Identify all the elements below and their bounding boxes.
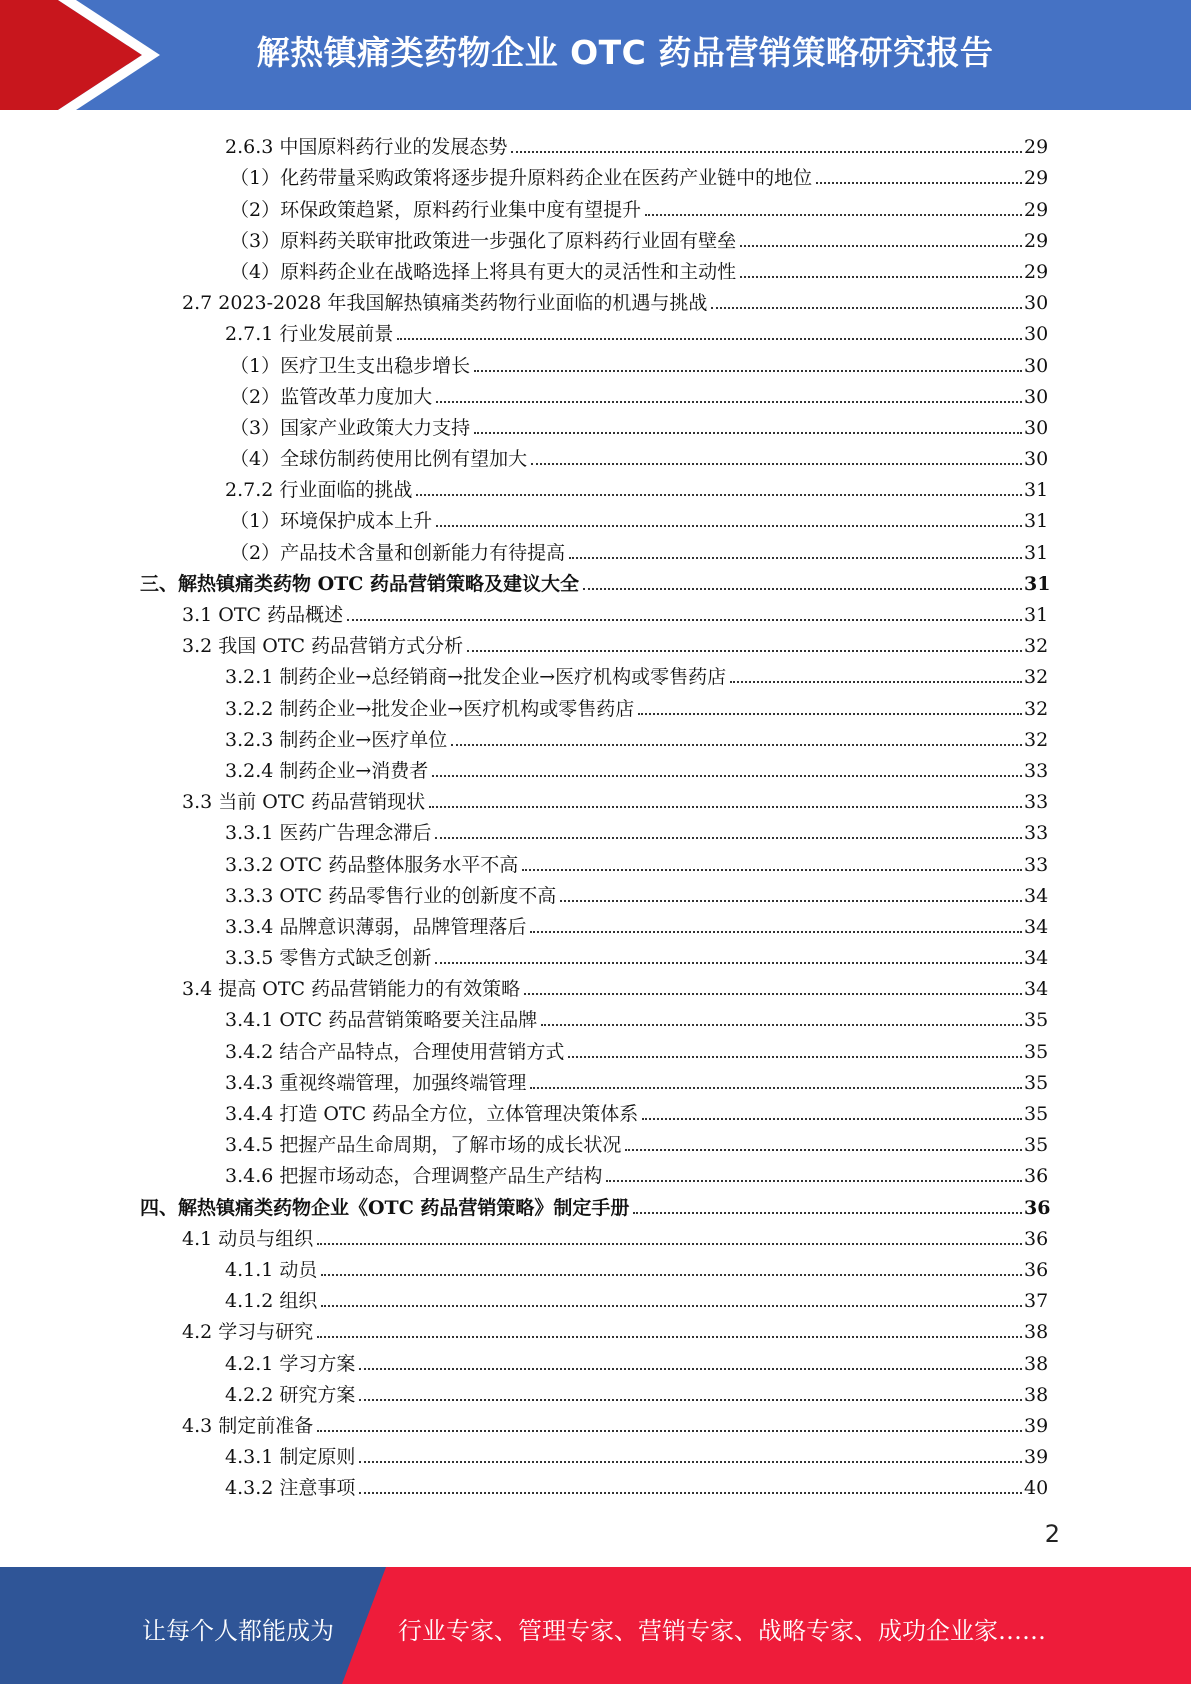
- toc-dot-leader: [560, 900, 1022, 902]
- toc-entry-title: （4）全球仿制药使用比例有望加大: [230, 448, 528, 471]
- toc-entry-page: 38: [1024, 1352, 1049, 1375]
- toc-dot-leader: [583, 588, 1022, 590]
- toc-dot-leader: [530, 1087, 1022, 1089]
- toc-entry-title: 3.2.1 制药企业→总经销商→批发企业→医疗机构或零售药店: [225, 666, 727, 689]
- table-of-contents: [0, 128, 1191, 1500]
- toc-dot-leader: [645, 214, 1022, 216]
- toc-entry[interactable]: [182, 783, 1191, 814]
- toc-entry[interactable]: [230, 378, 1191, 409]
- toc-entry[interactable]: [230, 440, 1191, 471]
- toc-entry[interactable]: [225, 1157, 1191, 1188]
- toc-dot-leader: [638, 713, 1022, 715]
- toc-dot-leader: [541, 1024, 1022, 1026]
- toc-entry-page: 33: [1024, 853, 1049, 876]
- toc-entry-page: 32: [1024, 728, 1049, 751]
- toc-entry-page: 36: [1024, 1196, 1051, 1219]
- toc-dot-leader: [522, 869, 1022, 871]
- toc-entry-page: 29: [1024, 136, 1049, 159]
- toc-entry-title: （2）产品技术含量和创新能力有待提高: [230, 541, 566, 564]
- toc-entry-page: 30: [1024, 385, 1049, 408]
- toc-entry-page: 34: [1024, 978, 1049, 1001]
- toc-entry-title: 3.4.4 打造 OTC 药品全方位，立体管理决策体系: [225, 1103, 639, 1125]
- toc-entry-page: 30: [1024, 323, 1049, 346]
- toc-dot-leader: [359, 1368, 1022, 1370]
- toc-entry[interactable]: [182, 1220, 1191, 1251]
- toc-entry-page: 34: [1024, 947, 1049, 970]
- toc-entry[interactable]: [225, 908, 1191, 939]
- toc-entry-title: 3.3.3 OTC 药品零售行业的创新度不高: [225, 884, 557, 907]
- toc-dot-leader: [633, 1212, 1022, 1214]
- toc-entry-title: 3.2.4 制药企业→消费者: [225, 759, 429, 782]
- toc-dot-leader: [435, 962, 1022, 964]
- toc-entry-title: 2.6.3 中国原料药行业的发展态势: [225, 136, 508, 159]
- toc-entry[interactable]: [225, 877, 1191, 908]
- toc-entry-title: 4.2 学习与研究: [182, 1321, 314, 1344]
- toc-entry-page: 29: [1024, 260, 1049, 283]
- toc-dot-leader: [435, 837, 1022, 839]
- toc-entry-title: 3.2 我国 OTC 药品营销方式分析: [182, 635, 464, 658]
- toc-entry-page: 35: [1024, 1071, 1049, 1094]
- toc-entry-page: 31: [1024, 541, 1049, 564]
- page-number: 2: [1044, 1520, 1060, 1548]
- toc-dot-leader: [568, 1056, 1022, 1058]
- toc-entry[interactable]: [182, 1313, 1191, 1344]
- toc-entry[interactable]: [230, 253, 1191, 284]
- toc-entry[interactable]: [225, 1469, 1191, 1500]
- toc-entry-title: 3.3.2 OTC 药品整体服务水平不高: [225, 853, 519, 876]
- toc-entry[interactable]: [225, 1001, 1191, 1032]
- toc-entry-page: 35: [1024, 1009, 1049, 1032]
- toc-entry-page: 38: [1024, 1321, 1049, 1344]
- toc-dot-leader: [524, 993, 1022, 995]
- toc-entry-title: 3.4.3 重视终端管理，加强终端管理: [225, 1071, 527, 1094]
- toc-dot-leader: [397, 338, 1022, 340]
- toc-entry-title: （1）化药带量采购政策将逐步提升原料药企业在医药产业链中的地位: [230, 167, 813, 190]
- toc-entry[interactable]: [225, 1282, 1191, 1313]
- toc-entry-page: 35: [1024, 1040, 1049, 1063]
- toc-dot-leader: [317, 1430, 1022, 1432]
- toc-dot-leader: [436, 401, 1022, 403]
- toc-entry-title: 4.3.1 制定原则: [225, 1446, 356, 1469]
- toc-entry[interactable]: [225, 1438, 1191, 1469]
- toc-dot-leader: [347, 619, 1022, 621]
- report-title: 解热镇痛类药物企业 OTC 药品营销策略研究报告: [256, 33, 994, 72]
- toc-entry[interactable]: [230, 159, 1191, 190]
- toc-entry-page: 33: [1024, 822, 1049, 845]
- toc-entry-title: 3.4 提高 OTC 药品营销能力的有效策略: [182, 978, 521, 1001]
- toc-entry-title: 3.4.1 OTC 药品营销策略要关注品牌: [225, 1009, 538, 1032]
- toc-dot-leader: [606, 1180, 1022, 1182]
- toc-dot-leader: [467, 650, 1022, 652]
- toc-entry-page: 36: [1024, 1165, 1049, 1188]
- toc-entry[interactable]: [225, 315, 1191, 346]
- toc-entry[interactable]: [230, 533, 1191, 564]
- toc-entry-title: 三、解热镇痛类药物 OTC 药品营销策略及建议大全: [140, 572, 580, 595]
- toc-entry-page: 30: [1024, 416, 1049, 439]
- toc-entry[interactable]: [225, 689, 1191, 720]
- toc-entry-title: 4.2.1 学习方案: [225, 1352, 356, 1375]
- toc-entry[interactable]: [225, 1095, 1191, 1126]
- toc-dot-leader: [416, 494, 1022, 496]
- toc-entry-page: 31: [1024, 510, 1049, 533]
- toc-entry-page: 35: [1024, 1134, 1049, 1157]
- toc-entry[interactable]: [230, 409, 1191, 440]
- toc-entry[interactable]: [225, 1032, 1191, 1063]
- toc-dot-leader: [359, 1492, 1022, 1494]
- toc-entry-page: 37: [1024, 1290, 1049, 1313]
- toc-dot-leader: [625, 1149, 1022, 1151]
- toc-entry-title: 4.3.2 注意事项: [225, 1477, 356, 1500]
- toc-entry[interactable]: [182, 627, 1191, 658]
- toc-dot-leader: [321, 1274, 1022, 1276]
- toc-dot-leader: [740, 245, 1022, 247]
- toc-entry-page: 36: [1024, 1227, 1049, 1250]
- toc-dot-leader: [321, 1305, 1022, 1307]
- toc-entry-title: 四、解热镇痛类药物企业《OTC 药品营销策略》制定手册: [140, 1196, 630, 1219]
- toc-entry-title: （1）医疗卫生支出稳步增长: [230, 354, 471, 377]
- toc-entry-title: 3.2.3 制药企业→医疗单位: [225, 728, 448, 751]
- toc-entry[interactable]: [182, 284, 1191, 315]
- toc-entry[interactable]: [225, 1064, 1191, 1095]
- toc-entry-page: 29: [1024, 229, 1049, 252]
- toc-entry-title: 3.4.6 把握市场动态，合理调整产品生产结构: [225, 1165, 603, 1188]
- toc-entry-title: 3.3 当前 OTC 药品营销现状: [182, 791, 426, 814]
- toc-entry-title: 3.1 OTC 药品概述: [182, 604, 344, 626]
- toc-entry[interactable]: [225, 128, 1191, 159]
- toc-dot-leader: [359, 1399, 1022, 1401]
- toc-entry-title: 2.7 2023-2028 年我国解热镇痛类药物行业面临的机遇与挑战: [182, 292, 708, 315]
- toc-entry-title: 3.4.5 把握产品生命周期，了解市场的成长状况: [225, 1134, 622, 1157]
- toc-dot-leader: [711, 307, 1022, 309]
- toc-dot-leader: [432, 775, 1022, 777]
- toc-dot-leader: [816, 182, 1022, 184]
- toc-entry-page: 31: [1024, 604, 1049, 626]
- toc-dot-leader: [317, 1336, 1022, 1338]
- toc-entry-title: 3.3.1 医药广告理念滞后: [225, 822, 432, 845]
- toc-entry-title: 3.2.2 制药企业→批发企业→医疗机构或零售药店: [225, 697, 635, 720]
- toc-entry[interactable]: [230, 222, 1191, 253]
- toc-entry-title: （2）环保政策趋紧，原料药行业集中度有望提升: [230, 198, 642, 221]
- toc-entry[interactable]: [182, 1407, 1191, 1438]
- toc-entry-title: （4）原料药企业在战略选择上将具有更大的灵活性和主动性: [230, 260, 737, 283]
- toc-entry-page: 35: [1024, 1103, 1049, 1125]
- toc-entry-page: 39: [1024, 1414, 1049, 1437]
- footer-slogan-right: 行业专家、管理专家、营销专家、战略专家、成功企业家……: [398, 1617, 1046, 1645]
- toc-entry-page: 34: [1024, 915, 1049, 938]
- toc-entry-page: 33: [1024, 791, 1049, 814]
- toc-entry[interactable]: [225, 1126, 1191, 1157]
- toc-entry[interactable]: [225, 752, 1191, 783]
- toc-entry[interactable]: [225, 814, 1191, 845]
- toc-entry[interactable]: [225, 471, 1191, 502]
- footer-slogan-left: 让每个人都能成为: [142, 1617, 334, 1645]
- toc-entry-title: 4.1.1 动员: [225, 1258, 318, 1281]
- toc-entry[interactable]: [225, 1376, 1191, 1407]
- toc-entry-title: （3）原料药关联审批政策进一步强化了原料药行业固有壁垒: [230, 229, 737, 252]
- toc-entry-page: 29: [1024, 198, 1049, 221]
- toc-entry-title: 3.4.2 结合产品特点，合理使用营销方式: [225, 1040, 565, 1063]
- toc-entry[interactable]: [140, 565, 1191, 596]
- report-footer: [0, 1567, 1191, 1684]
- toc-entry[interactable]: [225, 1251, 1191, 1282]
- toc-entry-page: 30: [1024, 448, 1049, 471]
- toc-entry-title: （2）监管改革力度加大: [230, 385, 433, 408]
- toc-dot-leader: [359, 1461, 1022, 1463]
- toc-entry-page: 30: [1024, 354, 1049, 377]
- toc-entry[interactable]: [225, 721, 1191, 752]
- toc-entry-page: 33: [1024, 759, 1049, 782]
- toc-entry-title: 3.3.5 零售方式缺乏创新: [225, 947, 432, 970]
- toc-dot-leader: [474, 370, 1022, 372]
- toc-dot-leader: [730, 681, 1022, 683]
- toc-entry-page: 38: [1024, 1383, 1049, 1406]
- toc-entry-title: （3）国家产业政策大力支持: [230, 416, 471, 439]
- toc-entry-title: 2.7.1 行业发展前景: [225, 323, 394, 346]
- toc-entry-title: 4.1 动员与组织: [182, 1227, 314, 1250]
- toc-entry-title: 4.2.2 研究方案: [225, 1383, 356, 1406]
- toc-entry[interactable]: [230, 190, 1191, 221]
- toc-entry-page: 39: [1024, 1446, 1049, 1469]
- toc-entry[interactable]: [225, 658, 1191, 689]
- toc-dot-leader: [530, 931, 1022, 933]
- toc-dot-leader: [436, 525, 1022, 527]
- toc-entry-page: 31: [1024, 479, 1049, 502]
- toc-entry-title: （1）环境保护成本上升: [230, 510, 433, 533]
- toc-dot-leader: [474, 432, 1022, 434]
- toc-entry[interactable]: [182, 970, 1191, 1001]
- toc-dot-leader: [531, 463, 1022, 465]
- toc-entry-title: 2.7.2 行业面临的挑战: [225, 479, 413, 502]
- toc-entry-page: 31: [1024, 572, 1051, 595]
- toc-entry-page: 32: [1024, 635, 1049, 658]
- toc-entry-page: 29: [1024, 167, 1049, 190]
- toc-entry-page: 32: [1024, 666, 1049, 689]
- toc-dot-leader: [740, 276, 1022, 278]
- toc-dot-leader: [511, 151, 1022, 153]
- toc-entry-page: 32: [1024, 697, 1049, 720]
- toc-entry-page: 40: [1024, 1477, 1049, 1500]
- toc-entry[interactable]: [225, 845, 1191, 876]
- toc-dot-leader: [451, 744, 1022, 746]
- toc-entry-page: 30: [1024, 292, 1049, 315]
- toc-entry[interactable]: [140, 1188, 1191, 1219]
- toc-dot-leader: [429, 806, 1022, 808]
- toc-entry[interactable]: [230, 346, 1191, 377]
- toc-entry-page: 36: [1024, 1258, 1049, 1281]
- toc-entry-title: 4.1.2 组织: [225, 1290, 318, 1313]
- toc-entry[interactable]: [225, 1344, 1191, 1375]
- toc-entry-page: 34: [1024, 884, 1049, 907]
- report-header: [0, 0, 1191, 110]
- toc-entry[interactable]: [230, 502, 1191, 533]
- toc-dot-leader: [569, 557, 1022, 559]
- toc-entry-title: 3.3.4 品牌意识薄弱，品牌管理落后: [225, 915, 527, 938]
- toc-dot-leader: [317, 1243, 1022, 1245]
- toc-entry-title: 4.3 制定前准备: [182, 1414, 314, 1437]
- toc-dot-leader: [642, 1118, 1022, 1120]
- toc-entry[interactable]: [182, 596, 1191, 627]
- toc-entry[interactable]: [225, 939, 1191, 970]
